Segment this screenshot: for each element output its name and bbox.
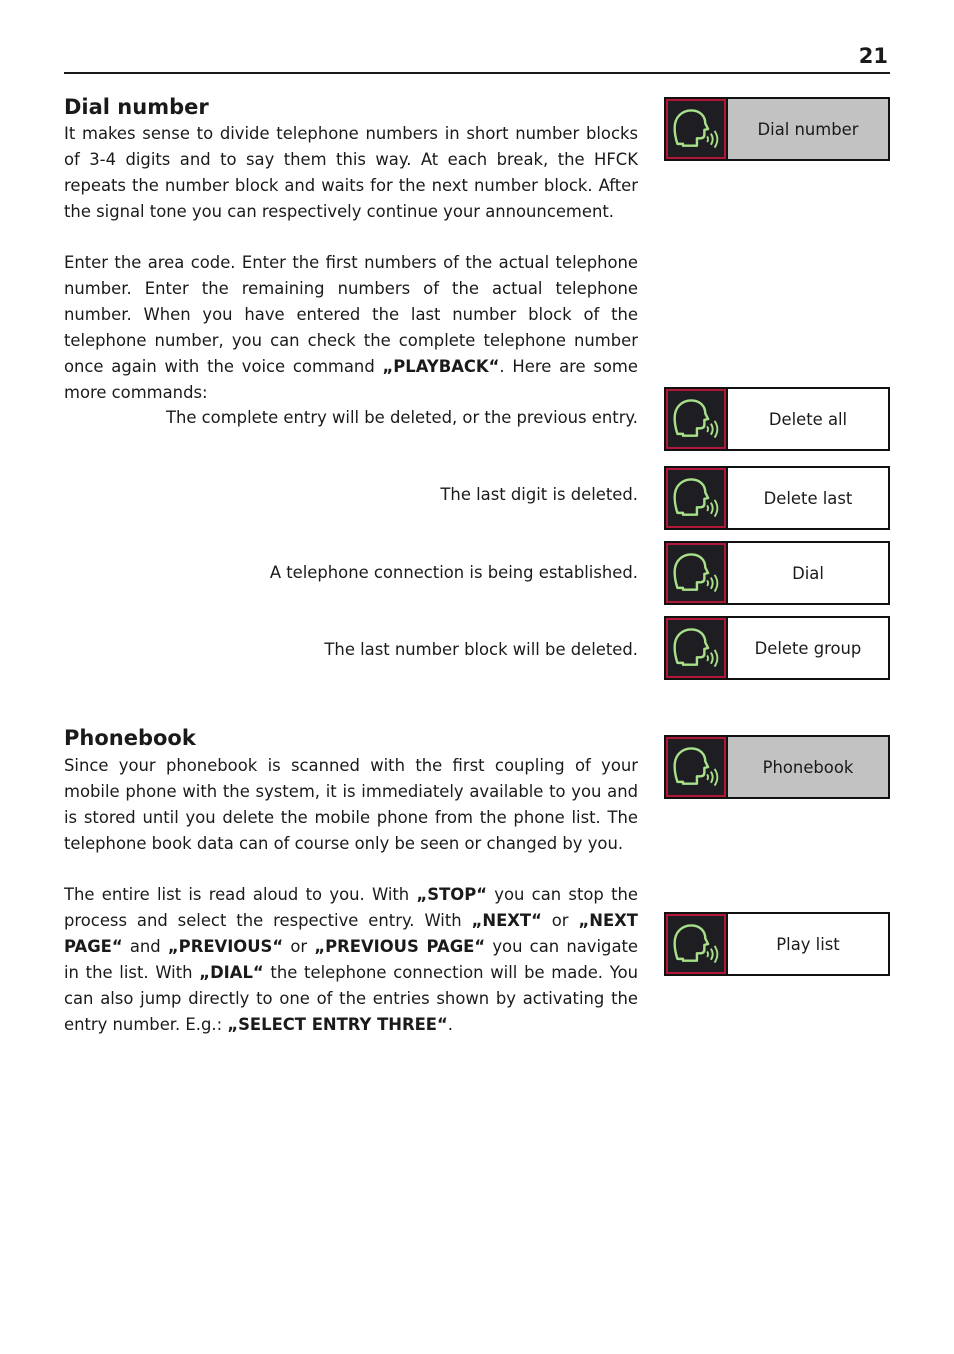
phonebook-heading: Phonebook	[64, 726, 196, 750]
pb-text: you can stop the process and select the respective entry. With	[64, 885, 638, 930]
pb-text: or	[283, 936, 315, 956]
voice-head-icon	[666, 618, 726, 678]
dial-number-instructions	[64, 250, 638, 405]
select-entry-command: „SELECT ENTRY THREE“	[227, 1014, 448, 1034]
pb-text: .	[447, 1014, 453, 1034]
phonebook-intro: Since your phonebook is scanned with the first coupling of your mobile phone with the system, it is immediately available to you and is stored until you delete the mobile phone from the phone list. The telephone book data can of course only be seen or changed by you.	[64, 756, 638, 853]
dial-instructions-text-a: Enter the area code. Enter the first numbers of the actual telephone number. Enter the remaining numbers of the actual telephone number. When you have entered the last number block of the telephone number, you can check the complete telephone number once again with the voice command	[64, 253, 638, 376]
next-page-command: „NEXT PAGE“	[64, 910, 638, 956]
dial-number-heading: Dial number	[64, 95, 209, 119]
delete-all-button-label: Delete all	[726, 389, 888, 449]
stop-command: „STOP“	[416, 885, 487, 904]
voice-head-icon	[666, 99, 726, 159]
command-description-dial: A telephone connection is being established.	[269, 563, 638, 582]
command-description-delete-group: The last number block will be deleted.	[324, 640, 638, 659]
page-number: 21	[858, 44, 888, 68]
header-rule	[64, 72, 890, 74]
delete-last-voice-button[interactable]	[664, 466, 890, 530]
dial-button-label: Dial	[726, 543, 888, 603]
play-list-voice-button[interactable]	[664, 912, 890, 976]
delete-group-voice-button[interactable]	[664, 616, 890, 680]
play-list-button-label: Play list	[726, 914, 888, 974]
voice-head-icon	[666, 737, 726, 797]
pb-text: you can navigate in the list. With	[64, 936, 638, 982]
dial-instructions-text-b: . Here are some more commands:	[64, 356, 638, 402]
command-description-delete-last: The last digit is deleted.	[440, 485, 638, 504]
delete-last-button-label: Delete last	[726, 468, 888, 528]
dial-number-button-label: Dial number	[726, 99, 888, 159]
command-description-delete-all: The complete entry will be deleted, or the previous entry.	[165, 408, 638, 427]
phonebook-voice-button[interactable]	[664, 735, 890, 799]
delete-group-button-label: Delete group	[726, 618, 888, 678]
dial-command: „DIAL“	[199, 962, 264, 982]
voice-head-icon	[666, 468, 726, 528]
dial-number-voice-button[interactable]	[664, 97, 890, 161]
next-command: „NEXT“	[471, 910, 542, 930]
voice-head-icon	[666, 543, 726, 603]
previous-page-command: „PREVIOUS PAGE“	[314, 936, 486, 956]
voice-head-icon	[666, 389, 726, 449]
dial-voice-button[interactable]	[664, 541, 890, 605]
voice-head-icon	[666, 914, 726, 974]
playback-command: „PLAYBACK“	[382, 356, 500, 376]
phonebook-instructions	[64, 882, 638, 1037]
pb-text: or	[541, 910, 579, 930]
dial-number-intro: It makes sense to divide telephone numbers in short number blocks of 3-4 digits and to say them this way. At each break, the HFCK repeats the number block and waits for the next number block. After the signal tone you can respectively continue your announcement.	[64, 124, 638, 221]
delete-all-voice-button[interactable]	[664, 387, 890, 451]
previous-command: „PREVIOUS“	[167, 936, 284, 956]
pb-text: The entire list is read aloud to you. With	[64, 885, 417, 904]
phonebook-button-label: Phonebook	[726, 737, 888, 797]
pb-text: the telephone connection will be made. You can also jump directly to one of the entries shown by activating the entry number. E.g.:	[64, 962, 639, 1034]
pb-text: and	[122, 936, 168, 956]
